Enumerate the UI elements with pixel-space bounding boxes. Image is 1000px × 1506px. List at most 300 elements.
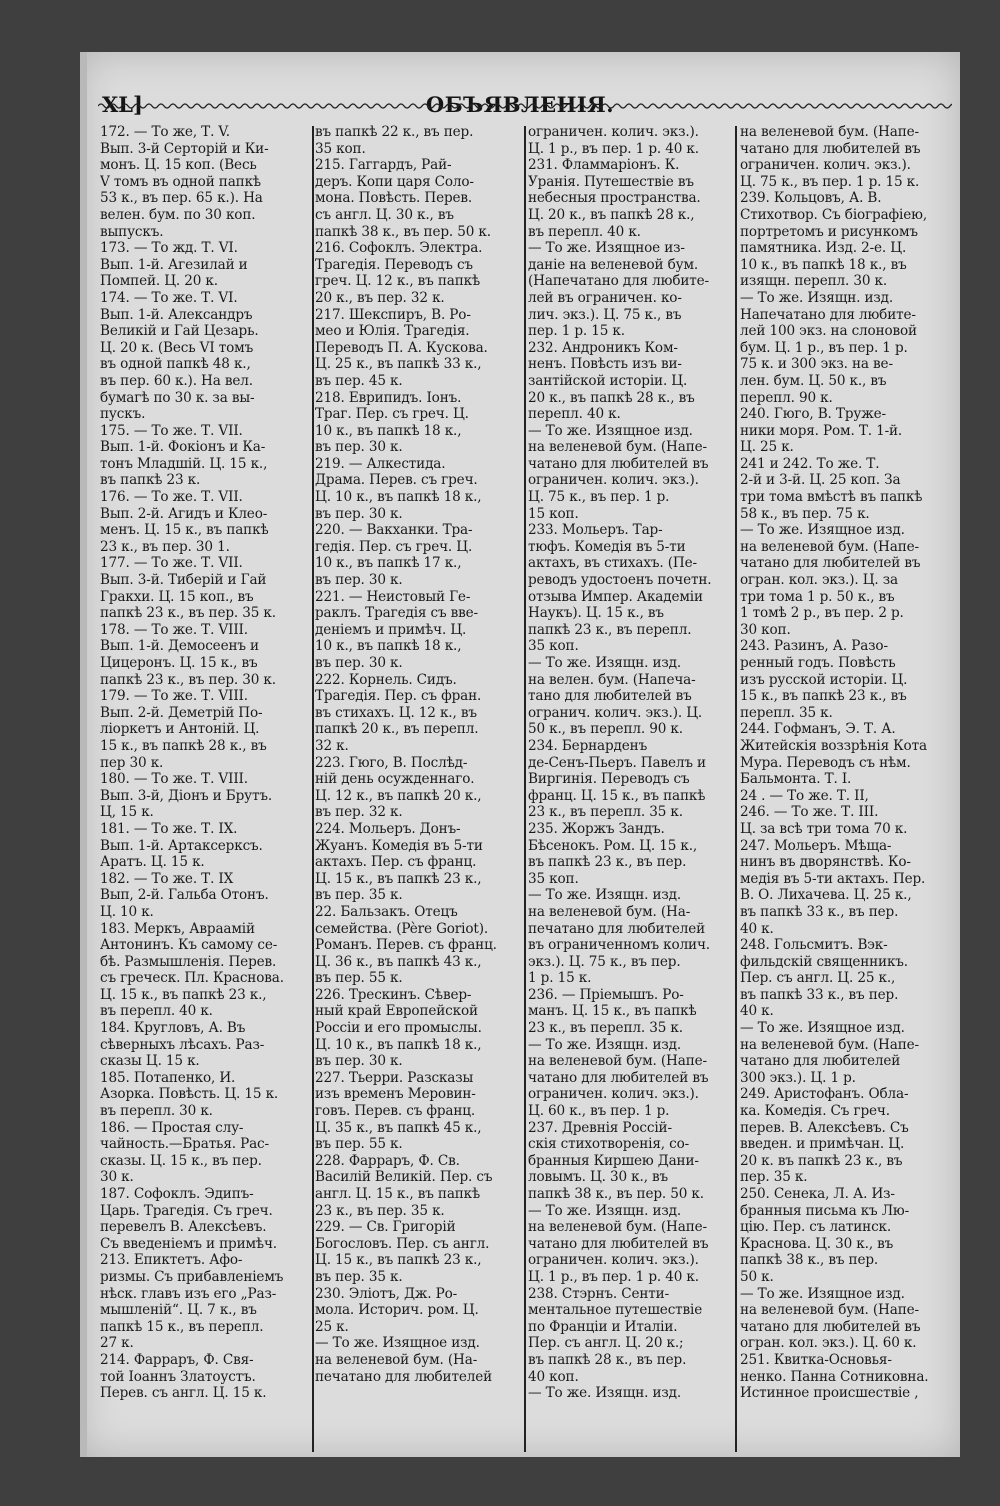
- text-line: той Іоаннъ Златоустъ.: [100, 1368, 256, 1385]
- text-line: Ц. 25 к.: [740, 439, 794, 456]
- text-line: изящн. перепл. 30 к.: [740, 273, 888, 290]
- text-line: ка. Комедія. Съ греч.: [740, 1103, 890, 1120]
- column-4: [740, 124, 952, 1454]
- text-line: 35 коп.: [528, 638, 579, 655]
- text-line: Ц. 60 к., въ пер. 1 р.: [528, 1103, 670, 1120]
- text-line: 24 . — То же. Т. II,: [740, 787, 869, 804]
- text-line: Гракхи. Ц. 15 коп., въ: [100, 588, 254, 605]
- text-line: огранич. колич. экз.). Ц.: [528, 704, 703, 721]
- text-line: въ папкѣ 33 к., въ пер.: [740, 903, 899, 920]
- text-line: Житейскія воззрѣнія Кота: [740, 737, 927, 754]
- text-line: въ папкѣ 28 к., въ пер.: [528, 1351, 687, 1368]
- text-line: три тома вмѣстѣ въ папкѣ: [740, 489, 923, 506]
- text-line: 234. Бернарденъ: [528, 737, 648, 754]
- text-line: 183. Меркъ, Авраамій: [100, 920, 255, 937]
- text-line: ограничен. колич. экз.).: [528, 472, 699, 489]
- text-line: актахъ. Пер. съ франц.: [315, 854, 477, 871]
- text-line: Вып. 3-й. Тиберій и Гай: [100, 572, 267, 589]
- text-line: Ц. 20 к., въ папкѣ 28 к.,: [528, 206, 695, 223]
- text-line: въ папкѣ 23 к.: [100, 472, 201, 489]
- text-line: Ц. 10 к., въ папкѣ 18 к.,: [315, 1036, 482, 1053]
- text-line: Пер. съ англ. Ц. 20 к.;: [528, 1335, 684, 1352]
- text-line: съ греческ. Пл. Краснова.: [100, 970, 284, 987]
- text-line: тонъ Младшій. Ц. 15 к.,: [100, 455, 268, 472]
- text-line: 2-й и 3-й. Ц. 25 коп. За: [740, 472, 901, 489]
- text-line: 185. Потапенко, И.: [100, 1069, 236, 1086]
- text-line: перев. В. Алексѣевъ. Съ: [740, 1119, 909, 1136]
- text-line: 20 к., въ пер. 32 к.: [315, 289, 445, 306]
- text-line: Вып, 2-й. Гальба Отонъ.: [100, 887, 269, 904]
- text-line: гедія. Пер. съ греч. Ц.: [315, 538, 473, 555]
- text-line: Вып. 1-й. Агезилай и: [100, 256, 248, 273]
- text-line: чатано для любителей: [740, 1053, 901, 1070]
- text-line: семейства. (Père Goriot).: [315, 920, 489, 937]
- text-line: 246. — То же. Т. III.: [740, 804, 879, 821]
- text-line: папкѣ 20 к., въ перепл.: [315, 721, 479, 738]
- text-line: изъ временъ Меровин-: [315, 1086, 476, 1103]
- text-line: медія въ 5-ти актахъ. Пер.: [740, 870, 926, 887]
- text-line: 173. — То жд. Т. VI.: [100, 240, 238, 257]
- text-line: пускъ.: [100, 406, 146, 423]
- text-line: папкѣ 38 к., въ пер. 50 к.: [315, 223, 491, 240]
- text-line: бумагѣ по 30 к. за вы-: [100, 389, 255, 406]
- text-line: Романъ. Перев. съ франц.: [315, 937, 497, 954]
- text-line: 251. Квитка-Основья-: [740, 1351, 892, 1368]
- text-line: 20 к., въ папкѣ 28 к., въ: [528, 389, 695, 406]
- text-line: Краснова. Ц. 30 к., въ: [740, 1235, 894, 1252]
- text-line: на веленевой бум. (На-: [528, 903, 691, 920]
- text-line: пер. 1 р. 15 к.: [528, 323, 625, 340]
- text-line: бранныя Киршею Дани-: [528, 1152, 699, 1169]
- text-line: 249. Аристофанъ. Обла-: [740, 1086, 909, 1103]
- column-1: [100, 124, 312, 1454]
- text-line: Переводъ П. А. Кускова.: [315, 339, 488, 356]
- text-line: въ пер. 30 к.: [315, 572, 403, 589]
- column-divider: [524, 126, 526, 1452]
- text-line: Истинное происшествіе ,: [740, 1385, 919, 1402]
- text-line: Ц. 15 к., въ папкѣ 23 к.,: [315, 1252, 482, 1269]
- text-line: 241 и 242. То же. Т.: [740, 455, 880, 472]
- text-line: Ц. 1 р., въ пер. 1 р. 40 к.: [528, 140, 699, 157]
- text-line: реводъ удостоенъ почетн.: [528, 572, 712, 589]
- text-line: по Франціи и Италіи.: [528, 1318, 678, 1335]
- paper-sheet: [80, 52, 960, 1457]
- text-line: де-Сенъ-Пьеръ. Павелъ и: [528, 754, 706, 771]
- text-line: ній день осужденнаго.: [315, 771, 475, 788]
- text-line: выпускъ.: [100, 223, 164, 240]
- text-line: введен. и примѣчан. Ц.: [740, 1136, 905, 1153]
- text-line: 75 к. и 300 экз. на ве-: [740, 356, 893, 373]
- text-line: 224. Мольеръ. Донъ-: [315, 820, 461, 837]
- text-line: 214. Фарраръ, Ф. Свя-: [100, 1351, 254, 1368]
- text-line: 20 к. въ папкѣ 23 к., въ: [740, 1152, 903, 1169]
- text-line: — То же. Изящн. изд.: [740, 289, 894, 306]
- text-line: въ пер. 30 к.: [315, 655, 403, 671]
- text-line: 213. Епиктетъ. Афо-: [100, 1252, 243, 1269]
- text-line: Ц. 25 к., въ папкѣ 33 к.,: [315, 356, 482, 373]
- text-line: 219. — Алкестида.: [315, 455, 446, 472]
- text-line: 184. Кругловъ, А. Въ: [100, 1020, 246, 1037]
- text-line: ризмы. Съ прибавленіемъ: [100, 1268, 284, 1285]
- text-line: — То же. Изящное изд.: [315, 1335, 480, 1352]
- text-line: 53 к., въ пер. 65 к.). На: [100, 190, 263, 207]
- text-line: на веленевой бум. (Напе-: [740, 1302, 919, 1319]
- text-line: въ папкѣ 23 к., въ пер.: [528, 854, 687, 871]
- text-line: Азорка. Повѣсть. Ц. 15 к.: [100, 1086, 279, 1103]
- text-line: чатано для любителей въ: [528, 455, 709, 472]
- text-line: Вып. 1-й. Фокіонъ и Ка-: [100, 439, 266, 456]
- text-line: деръ. Копи царя Соло-: [315, 173, 474, 190]
- text-line: 1 р. 15 к.: [528, 970, 592, 987]
- text-line: на веленевой бум. (Напе-: [740, 1036, 919, 1053]
- text-line: бум. Ц. 1 р., въ пер. 1 р.: [740, 339, 908, 356]
- text-line: мона. Повѣсть. Перев.: [315, 190, 473, 207]
- text-line: печатано для любителей: [315, 1368, 493, 1385]
- text-line: Вып. 3-й Серторій и Ки-: [100, 140, 269, 157]
- text-line: 32 к.: [315, 737, 349, 754]
- text-line: папкѣ 15 к., въ перепл.: [100, 1318, 264, 1335]
- text-line: 178. — То же. Т. VIII.: [100, 621, 248, 638]
- text-line: Ц. 35 к., въ папкѣ 45 к.,: [315, 1119, 482, 1136]
- text-line: скія стихотворенія, со-: [528, 1136, 690, 1153]
- column-divider: [312, 126, 314, 1452]
- text-line: бранныя письма къ Лю-: [740, 1202, 910, 1219]
- text-line: ренный годъ. Повѣсть: [740, 655, 896, 671]
- text-line: Ц. 15 к., въ папкѣ 23 к.,: [315, 870, 482, 887]
- text-line: Ц. 75 к., въ пер. 1 р.: [528, 489, 670, 506]
- text-line: Вып. 1-й. Демосеенъ и: [100, 638, 259, 655]
- text-line: бѣ. Размышленія. Перев.: [100, 953, 277, 970]
- text-line: небесныя пространства.: [528, 190, 701, 207]
- text-line: чатано для любителей въ: [528, 1069, 709, 1086]
- text-line: 220. — Вакханки. Тра-: [315, 522, 473, 539]
- text-line: 175. — То же. Т. VII.: [100, 422, 243, 439]
- text-line: ліоркетъ и Антоній. Ц.: [100, 721, 260, 738]
- text-line: Ц. 20 к. (Весь VI томъ: [100, 339, 254, 356]
- text-line: — То же. Изящн. изд.: [528, 1036, 682, 1053]
- text-line: Ц. за всѣ три тома 70 к.: [740, 820, 908, 837]
- text-line: Ц. 10 к., въ папкѣ 18 к.,: [315, 489, 482, 506]
- text-line: 58 к., въ пер. 75 к.: [740, 505, 870, 522]
- text-line: 50 к.: [740, 1268, 774, 1285]
- text-line: Ц. 10 к.: [100, 903, 154, 920]
- text-line: сѣверныхъ лѣсахъ. Раз-: [100, 1036, 265, 1053]
- text-line: деніемъ и примѣч. Ц.: [315, 621, 467, 638]
- text-line: 50 к., въ перепл. 90 к.: [528, 721, 683, 738]
- text-line: 176. — То же. Т. VII.: [100, 489, 243, 506]
- page-number: XL]: [102, 92, 143, 117]
- text-line: — То же. Изящн. изд.: [528, 1385, 682, 1402]
- text-line: перепл. 35 к.: [740, 704, 833, 721]
- text-line: въ перепл. 30 к.: [100, 1103, 213, 1120]
- text-line: Трагедія. Переводъ съ: [315, 256, 473, 273]
- text-line: Великій и Гай Цезарь.: [100, 323, 259, 340]
- text-line: на веленевой бум. (Напе-: [528, 1219, 707, 1236]
- text-line: греч. Ц. 12 к., въ папкѣ: [315, 273, 481, 290]
- text-line: Ц. 36 к., въ папкѣ 43 к.,: [315, 953, 482, 970]
- text-line: въ пер. 45 к.: [315, 372, 403, 389]
- text-line: ограничен. колич. экз.).: [528, 124, 699, 140]
- text-line: ограничен. колич. экз.).: [740, 157, 911, 174]
- text-line: 23 к., въ пер. 35 к.: [315, 1202, 445, 1219]
- text-line: — То же. Изящн. изд.: [528, 1202, 682, 1219]
- text-line: въ перепл. 40 к.: [528, 223, 641, 240]
- text-line: Вып. 2-й. Деметрій По-: [100, 704, 263, 721]
- text-line: 240. Гюго, В. Труже-: [740, 406, 886, 423]
- text-line: Богословъ. Пер. съ англ.: [315, 1235, 490, 1252]
- text-line: Драма. Перев. съ греч.: [315, 472, 478, 489]
- wavy-rule: [98, 102, 952, 110]
- text-line: франц. Ц. 15 к., въ папкѣ: [528, 787, 706, 804]
- text-line: тюфъ. Комедія въ 5-ти: [528, 538, 686, 555]
- text-line: 10 к., въ папкѣ 18 к., въ: [740, 256, 907, 273]
- text-line: 1 томѣ 2 р., въ пер. 2 р.: [740, 605, 904, 622]
- text-line: 30 коп.: [740, 621, 791, 638]
- text-line: нинъ въ дворянствѣ. Ко-: [740, 854, 911, 871]
- text-line: на веленевой бум. (Напе-: [528, 439, 707, 456]
- text-line: 179. — То же. Т. VIII.: [100, 688, 248, 705]
- text-line: Пер. съ англ. Ц. 25 к.,: [740, 970, 896, 987]
- text-line: Вып. 1-й. Александръ: [100, 306, 253, 323]
- text-line: печатано для любителей: [528, 920, 706, 937]
- text-line: папкѣ 23 к., въ пер. 30 к.: [100, 671, 276, 688]
- text-line: — То же. Изящное изд.: [740, 1285, 905, 1302]
- text-line: экз.). Ц. 75 к., въ пер.: [528, 953, 681, 970]
- text-line: — То же. Изящное изд.: [740, 1020, 905, 1037]
- text-line: — То же. Изящное изд.: [740, 522, 905, 539]
- text-line: 10 к., въ папкѣ 18 к.,: [315, 638, 462, 655]
- text-line: на веленевой бум. (Напе-: [528, 1053, 707, 1070]
- text-line: 231. Фламмаріонъ. К.: [528, 157, 680, 174]
- text-line: въ пер. 55 к.: [315, 970, 403, 987]
- text-line: въ папкѣ 22 к., въ пер.: [315, 124, 474, 140]
- text-line: три тома 1 р. 50 к., въ: [740, 588, 895, 605]
- text-line: 25 к.: [315, 1318, 349, 1335]
- text-line: 230. Эліотъ, Дж. Ро-: [315, 1285, 458, 1302]
- text-line: лей въ ограничен. ко-: [528, 289, 682, 306]
- text-line: 23 к., въ перепл. 35 к.: [528, 1020, 683, 1037]
- text-line: 236. — Пріемышъ. Ро-: [528, 986, 684, 1003]
- text-line: ментальное путешествіе: [528, 1302, 703, 1319]
- text-line: 235. Жоржъ Зандъ.: [528, 820, 665, 837]
- text-line: Антонинъ. Къ самому се-: [100, 937, 278, 954]
- text-line: 228. Фарраръ, Ф. Св.: [315, 1152, 460, 1169]
- text-line: даніе на веленевой бум.: [528, 256, 699, 273]
- text-line: огран. кол. экз.). Ц. 60 к.: [740, 1335, 917, 1352]
- text-line: 244. Гофманъ, Э. Т. А.: [740, 721, 896, 738]
- text-line: въ пер. 55 к.: [315, 1136, 403, 1153]
- text-line: манъ. Ц. 15 к., въ папкѣ: [528, 1003, 697, 1020]
- text-line: памятника. Изд. 2-е. Ц.: [740, 240, 907, 257]
- text-line: 216. Софоклъ. Электра.: [315, 240, 483, 257]
- text-line: 250. Сенека, Л. А. Из-: [740, 1186, 895, 1202]
- text-line: 218. Еврипидъ. Іонъ.: [315, 389, 462, 406]
- text-line: 30 к.: [100, 1169, 134, 1186]
- text-line: 217. Шекспиръ, В. Ро-: [315, 306, 471, 323]
- text-line: чатано для любителей въ: [740, 140, 921, 157]
- text-line: 222. Корнель. Сидъ.: [315, 671, 457, 688]
- text-line: Перев. съ англ. Ц. 15 к.: [100, 1385, 267, 1402]
- text-line: Ц. 1 р., въ пер. 1 р. 40 к.: [528, 1268, 699, 1285]
- text-line: 243. Разинъ, А. Разо-: [740, 638, 888, 655]
- text-line: В. О. Лихачева. Ц. 25 к.,: [740, 887, 912, 904]
- text-line: Стихотвор. Съ біографіею,: [740, 206, 927, 223]
- text-line: монъ. Ц. 15 коп. (Весь: [100, 157, 257, 174]
- text-line: 232. Андроникъ Ком-: [528, 339, 678, 356]
- text-line: 40 коп.: [528, 1368, 579, 1385]
- text-line: 35 коп.: [315, 140, 366, 157]
- text-line: говъ. Перев. съ франц.: [315, 1103, 476, 1120]
- column-divider: [735, 126, 737, 1452]
- text-line: нѣск. главъ изъ его „Раз-: [100, 1285, 277, 1302]
- text-line: 177. — То же. Т. VII.: [100, 555, 243, 572]
- text-line: перевелъ В. Алексѣевъ.: [100, 1219, 267, 1236]
- text-line: Ц. 75 к., въ пер. 1 р. 15 к.: [740, 173, 920, 190]
- text-line: 239. Кольцовъ, А. В.: [740, 190, 882, 207]
- text-line: папкѣ 38 к., въ пер. 50 к.: [528, 1186, 704, 1202]
- text-line: 10 к., въ папкѣ 17 к.,: [315, 555, 462, 572]
- text-line: на веленевой бум. (На-: [315, 1351, 478, 1368]
- text-line: 22. Бальзакъ. Отецъ: [315, 903, 458, 920]
- text-line: ненъ. Повѣсть изъ ви-: [528, 356, 682, 373]
- text-line: 10 к., въ папкѣ 18 к.,: [315, 422, 462, 439]
- text-line: 182. — То же. Т. IX: [100, 870, 234, 887]
- text-line: перепл. 90 к.: [740, 389, 833, 406]
- text-line: папкѣ 38 к., въ пер.: [740, 1252, 879, 1269]
- text-line: Вып. 1-й. Артаксерксъ.: [100, 837, 263, 854]
- text-line: 221. — Неистовый Ге-: [315, 588, 471, 605]
- text-line: ловымъ. Ц. 30 к., въ: [528, 1169, 669, 1186]
- text-line: Виргинія. Переводъ съ: [528, 771, 690, 788]
- text-line: 23 к., въ перепл. 35 к.: [528, 804, 683, 821]
- text-line: цію. Пер. съ латинск.: [740, 1219, 892, 1236]
- text-line: 229. — Св. Григорій: [315, 1219, 456, 1236]
- text-line: Россіи и его промыслы.: [315, 1020, 482, 1037]
- text-line: пер 30 к.: [100, 754, 164, 771]
- text-line: 35 коп.: [528, 870, 579, 887]
- text-line: въ пер. 30 к.: [315, 1053, 403, 1070]
- text-line: въ пер. 32 к.: [315, 804, 403, 821]
- text-line: V томъ въ одной папкѣ: [100, 173, 261, 190]
- text-line: на веленевой бум. (Напе-: [740, 538, 919, 555]
- text-line: 247. Мольеръ. Мѣща-: [740, 837, 892, 854]
- text-line: 300 экз.). Ц. 1 р.: [740, 1069, 856, 1086]
- text-line: Ц. 15 к., въ папкѣ 23 к.,: [100, 986, 267, 1003]
- text-line: менъ. Ц. 15 к., въ папкѣ: [100, 522, 269, 539]
- text-line: лей 100 экз. на слоновой: [740, 323, 917, 340]
- text-line: съ англ. Ц. 30 к., въ: [315, 206, 454, 223]
- text-line: — То же. Изящное из-: [528, 240, 685, 257]
- text-line: чайность.—Братья. Рас-: [100, 1136, 269, 1153]
- text-line: 15 коп.: [528, 505, 579, 522]
- text-line: въ ограниченномъ колич.: [528, 937, 710, 954]
- text-line: Трагедія. Пер. съ фран.: [315, 688, 482, 705]
- text-line: Траг. Пер. съ греч. Ц.: [315, 406, 469, 423]
- text-columns: [100, 124, 955, 1454]
- text-line: Вып. 2-й. Агидъ и Клео-: [100, 505, 268, 522]
- text-line: Наукъ). Ц. 15 к., въ: [528, 605, 664, 622]
- text-line: въ перепл. 40 к.: [100, 1003, 213, 1020]
- text-line: Уранія. Путешествіе въ: [528, 173, 694, 190]
- text-line: 248. Гольсмитъ. Вэк-: [740, 937, 888, 954]
- text-line: англ. Ц. 15 к., въ папкѣ: [315, 1186, 481, 1202]
- text-line: 226. Трескинъ. Сѣвер-: [315, 986, 472, 1003]
- text-line: ограничен. колич. экз.).: [528, 1086, 699, 1103]
- text-line: въ одной папкѣ 48 к.,: [100, 356, 251, 373]
- text-line: Вып. 3-й, Діонъ и Брутъ.: [100, 787, 273, 804]
- text-line: Бѣсенокъ. Ром. Ц. 15 к.,: [528, 837, 698, 854]
- column-3: [528, 124, 732, 1454]
- text-line: 40 к.: [740, 1003, 774, 1020]
- text-line: раклъ. Трагедія съ вве-: [315, 605, 478, 622]
- text-line: Помпей. Ц. 20 к.: [100, 273, 218, 290]
- text-line: 223. Гюго, В. Послѣд-: [315, 754, 468, 771]
- text-line: Ц, 15 к.: [100, 804, 154, 821]
- text-line: въ папкѣ 33 к., въ пер.: [740, 986, 899, 1003]
- text-line: перепл. 40 к.: [528, 406, 621, 423]
- text-line: Мура. Переводъ съ нѣм.: [740, 754, 911, 771]
- text-line: 172. — То же, Т. V.: [100, 124, 230, 140]
- text-line: въ стихахъ. Ц. 12 к., въ: [315, 704, 477, 721]
- text-line: папкѣ 23 к., въ пер. 35 к.: [100, 605, 276, 622]
- text-line: велен. бум. по 30 коп.: [100, 206, 256, 223]
- text-line: мео и Юлія. Трагедія.: [315, 323, 470, 340]
- text-line: на веленевой бум. (Напе-: [740, 124, 919, 140]
- text-line: 27 к.: [100, 1335, 134, 1352]
- text-line: ники моря. Ром. Т. 1-й.: [740, 422, 903, 439]
- text-line: 23 к., въ пер. 30 1.: [100, 538, 230, 555]
- text-line: Ц. 12 к., въ папкѣ 20 к.,: [315, 787, 482, 804]
- text-line: (Напечатано для любите-: [528, 273, 709, 290]
- text-line: въ пер. 35 к.: [315, 1268, 403, 1285]
- text-line: 187. Софоклъ. Эдипъ-: [100, 1186, 254, 1202]
- text-line: — То же. Изящное изд.: [528, 422, 693, 439]
- text-line: 227. Тьерри. Разсказы: [315, 1069, 474, 1086]
- text-line: Аратъ. Ц. 15 к.: [100, 854, 205, 871]
- text-line: въ пер. 35 к.: [315, 887, 403, 904]
- text-line: ный край Европейской: [315, 1003, 478, 1020]
- text-line: Напечатано для любите-: [740, 306, 916, 323]
- text-line: чатано для любителей въ: [740, 555, 921, 572]
- text-line: лен. бум. Ц. 50 к., въ: [740, 372, 887, 389]
- text-line: папкѣ 23 к., въ перепл.: [528, 621, 692, 638]
- text-line: актахъ, въ стихахъ. (Пе-: [528, 555, 697, 572]
- text-line: Царь. Трагедія. Съ греч.: [100, 1202, 273, 1219]
- text-line: въ пер. 30 к.: [315, 439, 403, 456]
- text-line: въ пер. 60 к.). На вел.: [100, 372, 253, 389]
- text-line: 15 к., въ папкѣ 28 к., въ: [100, 737, 267, 754]
- text-line: 15 к., въ папкѣ 23 к., въ: [740, 688, 907, 705]
- text-line: изъ русской исторіи. Ц.: [740, 671, 908, 688]
- text-line: лич. экз.). Ц. 75 к., въ: [528, 306, 682, 323]
- text-line: зантійской исторіи. Ц.: [528, 372, 688, 389]
- text-line: 233. Мольеръ. Тар-: [528, 522, 663, 539]
- text-line: сказы. Ц. 15 к., въ пер.: [100, 1152, 262, 1169]
- page-title: ОБЪЯВЛЕНІЯ.: [425, 92, 615, 117]
- text-line: ограничен. колич. экз.).: [528, 1252, 699, 1269]
- text-line: пер. 35 к.: [740, 1169, 808, 1186]
- text-line: 174. — То же. Т. VI.: [100, 289, 238, 306]
- text-line: Съ введеніемъ и примѣч.: [100, 1235, 277, 1252]
- text-line: фильдскій священникъ.: [740, 953, 908, 970]
- text-line: 237. Древнія Россій-: [528, 1119, 672, 1136]
- text-line: ненко. Панна Сотниковна.: [740, 1368, 929, 1385]
- text-line: мышленій“. Ц. 7 к., въ: [100, 1302, 257, 1319]
- text-line: 215. Гаггардъ, Рай-: [315, 157, 452, 174]
- text-line: 181. — То же. Т. IX.: [100, 820, 238, 837]
- text-line: Жуанъ. Комедія въ 5-ти: [315, 837, 483, 854]
- text-line: Бальмонта. Т. I.: [740, 771, 852, 788]
